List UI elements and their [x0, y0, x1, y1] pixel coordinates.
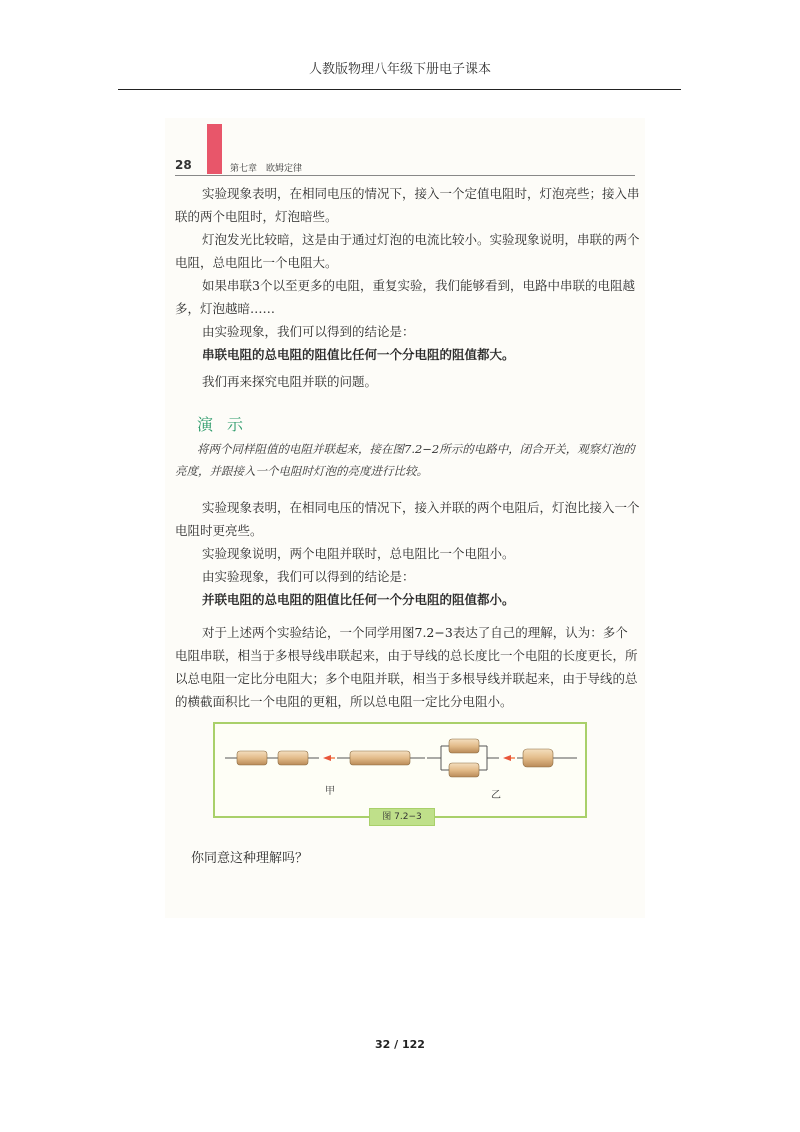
thick-wire-icon	[523, 749, 553, 767]
text-block-transition	[175, 370, 640, 393]
chapter-marker-tab	[207, 124, 222, 174]
paragraph-4: 由实验现象，我们可以得到的结论是：	[202, 324, 415, 339]
demo-paragraph: 将两个同样阻值的电阻并联起来，接在图7.2−2所示的电路中，闭合开关，观察灯泡的亮度，并跟接入一个电阻时灯泡的亮度进行比较。	[175, 442, 635, 478]
resistor-icon	[237, 751, 267, 765]
figure-7-2-3	[213, 722, 587, 818]
book-page-number: 28	[175, 158, 192, 172]
demo-instructions	[175, 438, 640, 482]
label-jia: 甲	[325, 786, 335, 797]
arrow-icon	[323, 755, 331, 761]
demo-heading: 演示	[197, 415, 258, 434]
text-block-understanding	[175, 621, 640, 713]
paragraph-9: 对于上述两个实验结论，一个同学用图7.2−3表达了自己的理解，认为：多个电阻串联，相当于多根导线串联起来，由于导线的总长度比一个电阻的长度更长，所以总电阻一定比分电阻大；多个电阻并联，相当于多根导线并联起来，由于导线的总的横截面积比一个电阻的更粗，所以总电阻一定比分电阻小。	[175, 625, 638, 709]
paragraph-6: 实验现象表明，在相同电压的情况下，接入并联的两个电阻后，灯泡比接入一个电阻时更亮些。	[175, 500, 640, 538]
paragraph-3: 如果串联3个以至更多的电阻，重复实验，我们能够看到，电路中串联的电阻越多，灯泡越暗……	[175, 278, 635, 316]
resistor-icon	[449, 739, 479, 753]
paragraph-2: 灯泡发光比较暗，这是由于通过灯泡的电流比较小。实验现象说明，串联的两个电阻，总电阻比一个电阻大。	[175, 232, 640, 270]
conclusion-series: 串联电阻的总电阻的阻值比任何一个分电阻的阻值都大。	[202, 347, 515, 362]
paragraph-8: 由实验现象，我们可以得到的结论是：	[202, 569, 415, 584]
arrow-icon	[503, 755, 511, 761]
resistor-icon	[449, 763, 479, 777]
text-block-parallel	[175, 496, 640, 611]
header-divider	[118, 89, 681, 90]
paragraph-7: 实验现象说明，两个电阻并联时，总电阻比一个电阻小。	[202, 546, 515, 561]
long-wire-icon	[350, 751, 410, 765]
series-diagram	[225, 751, 425, 765]
page-indicator: 32 / 122	[375, 1038, 425, 1051]
parallel-diagram	[427, 739, 577, 777]
question-text: 你同意这种理解吗？	[191, 851, 309, 866]
chapter-title: 第七章 欧姆定律	[230, 164, 303, 174]
resistor-icon	[278, 751, 308, 765]
text-block-series	[175, 182, 640, 366]
conclusion-parallel: 并联电阻的总电阻的阻值比任何一个分电阻的阻值都小。	[202, 592, 515, 607]
paragraph-5: 我们再来探究电阻并联的问题。	[202, 374, 378, 389]
label-yi: 乙	[491, 790, 501, 801]
paragraph-1: 实验现象表明，在相同电压的情况下，接入一个定值电阻时，灯泡亮些；接入串联的两个电阻时，灯泡暗些。	[175, 186, 640, 224]
chapter-divider	[175, 175, 635, 176]
figure-caption: 图 7.2−3	[369, 808, 435, 826]
resistor-wire-diagram	[215, 724, 585, 816]
document-header-title: 人教版物理八年级下册电子课本	[308, 62, 491, 77]
